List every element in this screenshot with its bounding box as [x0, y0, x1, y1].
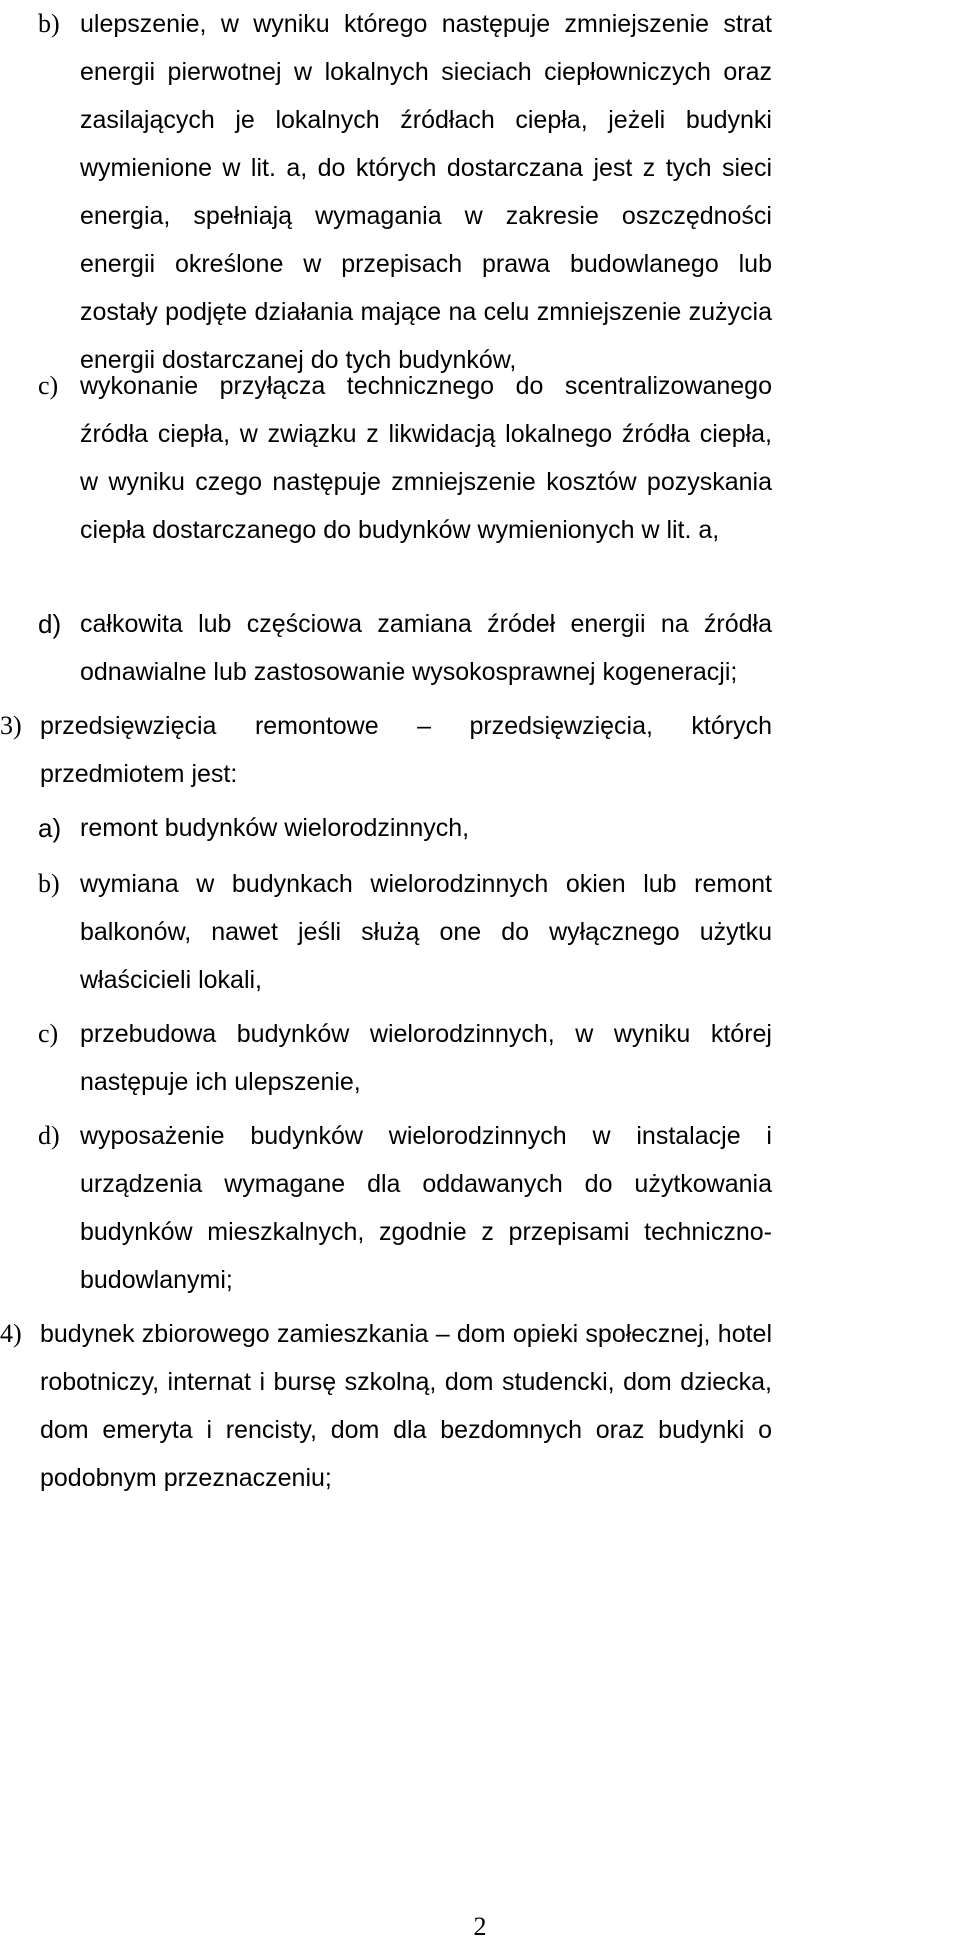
list-item-text: przebudowa budynków wielorodzinnych, w wyniku której następuje ich ulepszenie,	[80, 1020, 772, 1096]
list-item-text: budynek zbiorowego zamieszkania – dom opieki społecznej, hotel robotniczy, internat i bursę szkolną, dom studencki, dom dziecka, dom emeryta i rencisty, dom dla bezdomnych oraz budynki o podobnym przeznaczeniu;	[40, 1320, 772, 1492]
list-item-text: całkowita lub częściowa zamiana źródeł energii na źródła odnawialne lub zastosowanie wysokosprawnej kogeneracji;	[80, 610, 772, 686]
list-marker: a)	[38, 813, 62, 843]
list-marker: c)	[38, 1019, 59, 1048]
list-marker: 4)	[0, 1319, 22, 1348]
list-item-text: przedsięwzięcia remontowe – przedsięwzięcia, których przedmiotem jest:	[40, 712, 772, 788]
list-item-text: wykonanie przyłącza technicznego do scentralizowanego źródła ciepła, w związku z likwidacją lokalnego źródła ciepła, w wyniku czego następuje zmniejszenie kosztów pozyskania ciepła dostarczanego do budynków wymienionych w lit. a,	[80, 372, 772, 544]
list-marker: d)	[38, 609, 62, 639]
list-marker: 3)	[0, 711, 22, 740]
list-marker: b)	[38, 869, 60, 898]
list-item-text: ulepszenie, w wyniku którego następuje zmniejszenie strat energii pierwotnej w lokalnych sieciach ciepłowniczych oraz zasilających je lokalnych źródłach ciepła, jeżeli budynki wymienione w lit. a, do których dostarczana jest z tych sieci energia, spełniają wymagania w zakresie oszczędności energii określone w przepisach prawa budowlanego lub zostały podjęte działania mające na celu zmniejszenie zużycia energii dostarczanej do tych budynków,	[80, 10, 772, 374]
list-marker: d)	[38, 1121, 60, 1150]
page-number: 2	[473, 1912, 487, 1941]
list-marker: c)	[38, 371, 59, 400]
list-item-text: wymiana w budynkach wielorodzinnych okien lub remont balkonów, nawet jeśli służą one do wyłącznego użytku właścicieli lokali,	[80, 870, 772, 994]
list-item-text: wyposażenie budynków wielorodzinnych w instalacje i urządzenia wymagane dla oddawanych do użytkowania budynków mieszkalnych, zgodnie z przepisami techniczno-budowlanymi;	[80, 1122, 772, 1294]
list-item-text: remont budynków wielorodzinnych,	[80, 814, 470, 842]
list-marker: b)	[38, 9, 60, 38]
